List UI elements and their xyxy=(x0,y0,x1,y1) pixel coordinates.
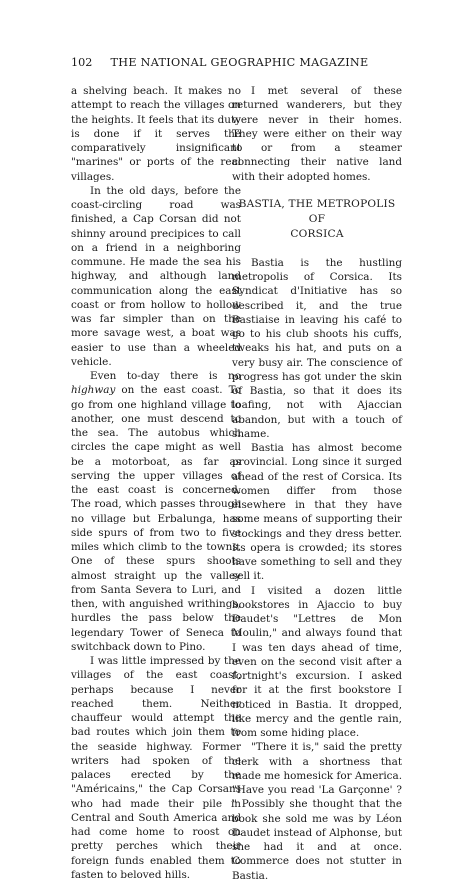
heading-line: CORSICA xyxy=(290,227,344,240)
text-run: on the east coast. To go from one highland village to another, one must descend to the sea. The autobus which circles the cape might as well be a motorboat, as far as serving the upper villages of the east coast is concerned. The road, which passes through no village but Erbalunga, has side spurs of from two to five miles which climb to the towns. One of these spurs shoots almost straight up the valley from Santa Severa to Luri, and then, with anguished writhings, hurdles the pass below the legendary Tower of Seneca to switchback down to Pino. xyxy=(71,384,241,653)
section-heading xyxy=(232,197,402,242)
paragraph: a shelving beach. It makes no attempt to reach the villages on the heights. It feels that its duty is done if it serves the comparatively insignificant "marines" or ports of the real villages. xyxy=(71,85,241,183)
heading-line: BASTIA, THE METROPOLIS OF xyxy=(238,197,396,225)
paragraph: Bastia is the hustling metropolis of Corsica. Its Syndicat d'Initiative has so described it, and the true Bastiaise in leaving his café to go to his club shoots his cuffs, tweaks his hat, and puts on a very busy air. The conscience of progress has got under the skin of Bastia, so that it does its loafing, not with Ajaccian abandon, but with a touch of shame. xyxy=(232,256,402,440)
left-column xyxy=(71,84,241,882)
paragraph xyxy=(71,369,241,654)
running-title: THE NATIONAL GEOGRAPHIC MAGAZINE xyxy=(110,56,369,69)
page-number: 102 xyxy=(71,56,93,69)
paragraph: I met several of these returned wanderers, but they were never in their homes. They were either on their way to or from a steamer connecting their native land with their adopted homes. xyxy=(232,85,402,183)
page-header xyxy=(71,54,408,72)
paragraph: "There it is," said the pretty clerk with a shortness that made me homesick for America. "Have you read 'La Garçonne' ? " Possibly she thought that the book she sold me was by Léon Daudet instead of Alphonse, but she had it and at once. Commerce does not stutter in Bastia. xyxy=(232,741,402,882)
paragraph: I was little impressed by the villages of the east coast, perhaps because I never reached them. Neither chauffeur would attempt the bad routes which join them to the seaside highway. Former writers had spoken of the palaces erected by the "Américains," the Cap Corsans who had made their pile in Central and South America and had come home to roost on pretty perches which their foreign funds enabled them to fasten to beloved hills. xyxy=(71,655,241,881)
paragraph: Bastia has almost become provincial. Long since it surged ahead of the rest of Corsica. Its women differ from those elsewhere in that they have some means of supporting their stockings and they dress better. Its opera is crowded; its stores have something to sell and they sell it. xyxy=(232,442,402,583)
emphasized-word: highway xyxy=(71,384,116,397)
text-run: Even to-day there is no xyxy=(90,370,241,382)
right-column xyxy=(232,84,402,883)
paragraph: I visited a dozen little bookstores in Ajaccio to buy Daudet's "Lettres de Mon Moulin," and always found that I was ten days ahead of time, even on the second visit after a fortnight's excursion. I asked for it at the first bookstore I noticed in Bastia. It dropped, like mercy and the gentle rain, from some hiding place. xyxy=(232,584,402,739)
paragraph: In the old days, before the coast-circling road was finished, a Cap Corsan did not shinny around precipices to call on a friend in a neighboring commune. He made the sea his highway, and although land communication along the east coast or from hollow to hollow was far simpler than on the more savage west, a boat was easier to use than a wheeled vehicle. xyxy=(71,184,241,368)
